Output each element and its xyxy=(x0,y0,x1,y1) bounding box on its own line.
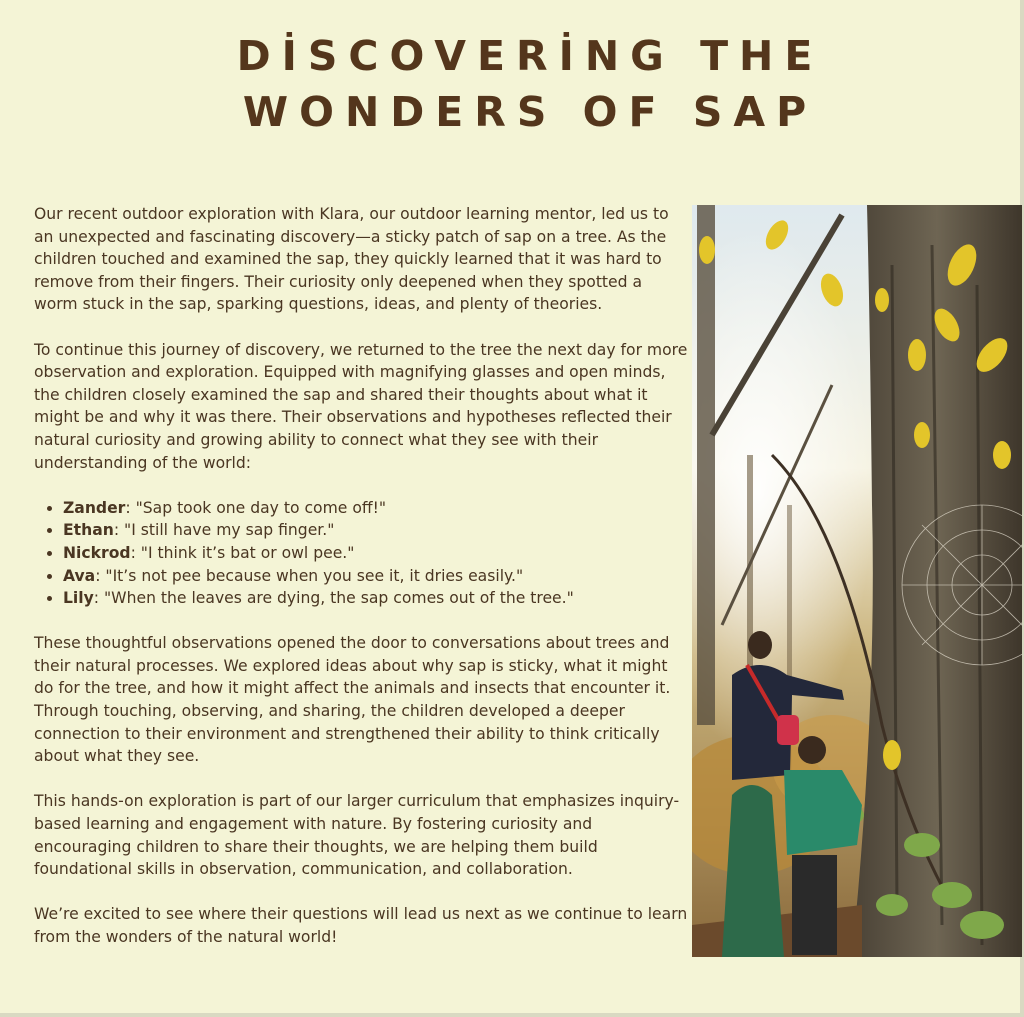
quote-item xyxy=(63,587,689,610)
quote-child-name: Zander xyxy=(63,498,126,517)
article-body xyxy=(34,203,689,971)
quote-text: : "I still have my sap finger." xyxy=(113,521,335,540)
curriculum-paragraph: This hands-on exploration is part of our larger curriculum that emphasizes inquiry-based learning and engagement with nature. By fostering curiosity and encouraging children to share their thoughts, we are helping them build foundational skills in observation, communication, and collaboration. xyxy=(34,792,680,879)
quote-child-name: Ava xyxy=(63,566,96,585)
quote-item xyxy=(63,542,689,565)
quote-item xyxy=(63,519,689,542)
quote-item xyxy=(63,497,689,520)
quote-text: : "When the leaves are dying, the sap comes out of the tree." xyxy=(93,589,574,608)
title-line-1: DİSCOVERİNG THE xyxy=(236,32,824,80)
title-line-2: WONDERS OF SAP xyxy=(242,88,818,136)
quote-text: : "I think it’s bat or owl pee." xyxy=(130,543,355,562)
followup-paragraph: To continue this journey of discovery, we returned to the tree the next day for more observation and exploration. Equipped with magnifying glasses and open minds, the children closely examined the sap and shared their thoughts about what it might be and why it was there. Their observations and hypotheses reflected their natural curiosity and growing ability to connect what they see with their understanding of the world: xyxy=(34,340,688,472)
quote-child-name: Lily xyxy=(63,589,94,608)
quote-item xyxy=(63,565,689,588)
intro-paragraph: Our recent outdoor exploration with Klara, our outdoor learning mentor, led us to an unexpected and fascinating discovery—a sticky patch of sap on a tree. As the children touched and examined the sap, they quickly learned that it was hard to remove from their fingers. Their curiosity only deepened when they spotted a worm stuck in the sap, sparking questions, ideas, and plenty of theories. xyxy=(34,205,669,314)
page-title xyxy=(0,28,1024,140)
quote-child-name: Ethan xyxy=(63,521,114,540)
quotes-list xyxy=(34,497,689,610)
closing-paragraph: We’re excited to see where their questions will lead us next as we continue to learn from the wonders of the natural world! xyxy=(34,905,688,946)
quote-text: : "It’s not pee because when you see it, it dries easily." xyxy=(95,566,524,585)
conversation-paragraph: These thoughtful observations opened the door to conversations about trees and their natural processes. We explored ideas about why sap is sticky, what it might do for the tree, and how it might affect the animals and insects that encounter it. Through touching, observing, and sharing, the children developed a deeper connection to their environment and strengthened their ability to think critically about what they see. xyxy=(34,634,671,766)
forest-photo xyxy=(692,205,1022,957)
quote-text: : "Sap took one day to come off!" xyxy=(125,498,387,517)
quote-child-name: Nickrod xyxy=(63,543,131,562)
forest-photo-illustration xyxy=(692,205,1022,957)
